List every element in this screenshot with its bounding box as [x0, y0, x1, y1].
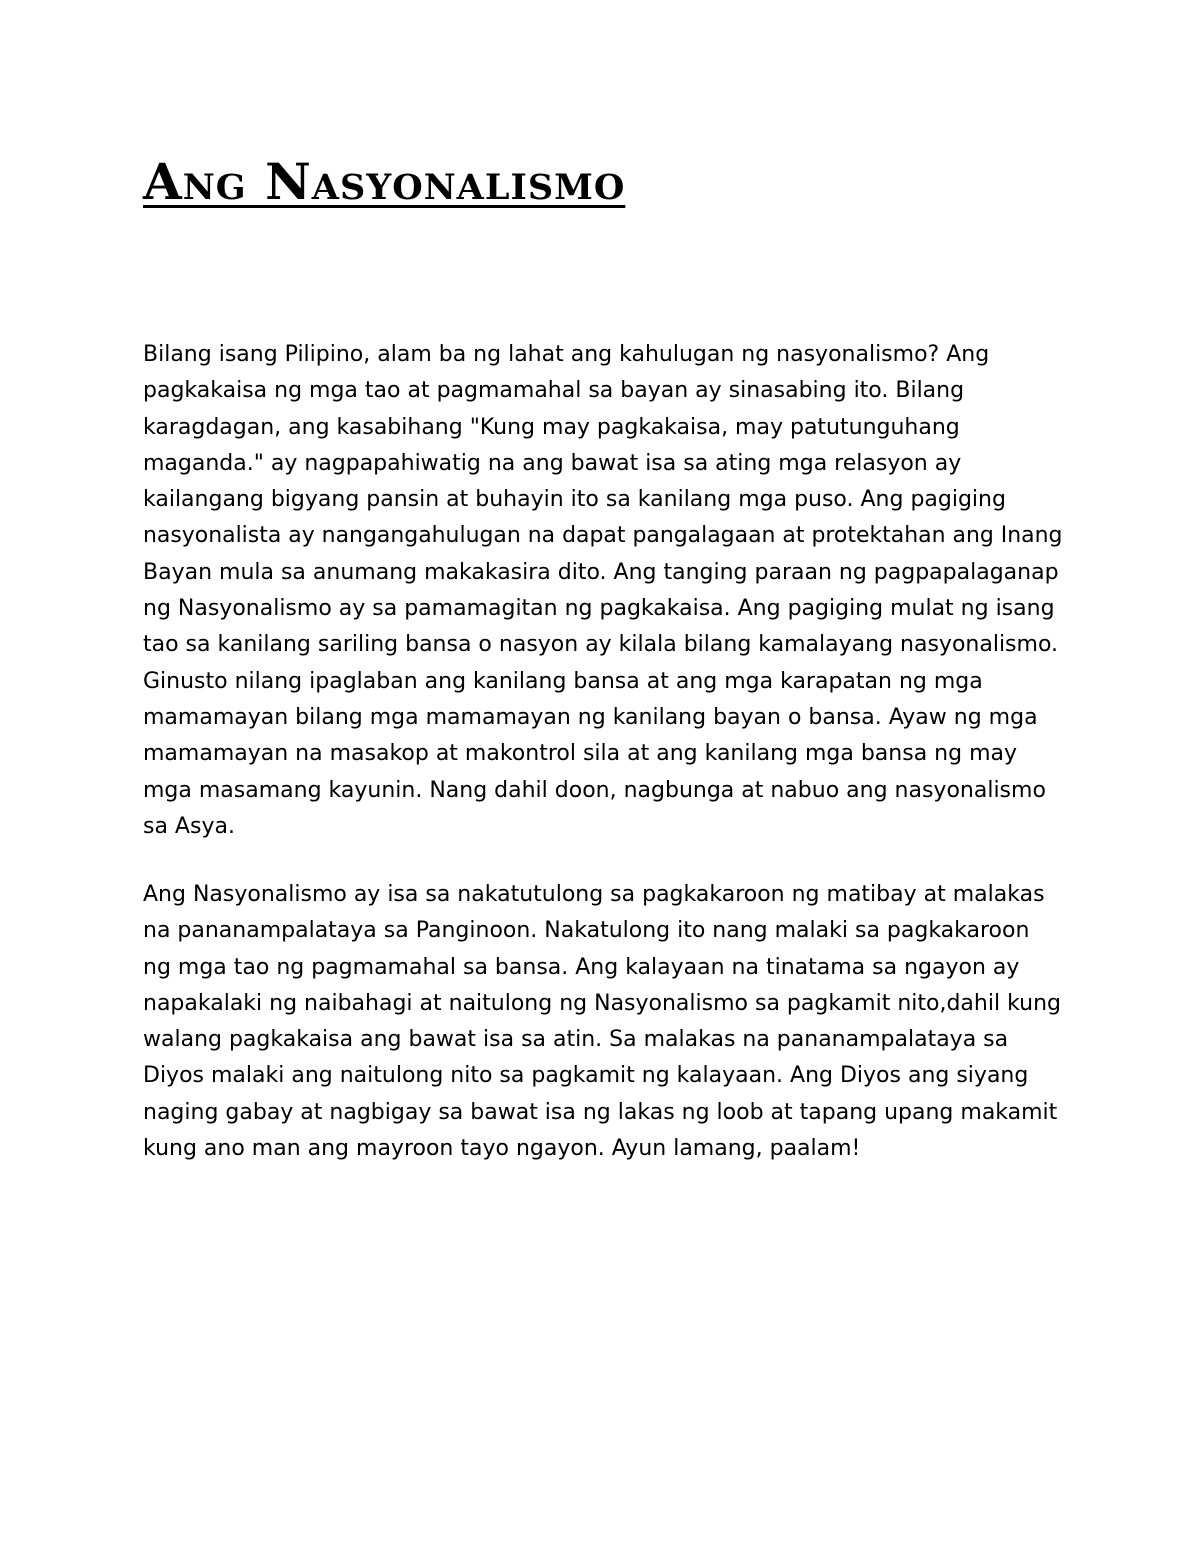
paragraph-line: Ginusto nilang ipaglaban ang kanilang bansa at ang mga karapatan ng mga: [143, 668, 983, 694]
paragraph-line: naging gabay at nagbigay sa bawat isa ng lakas ng loob at tapang upang makamit: [143, 1099, 1058, 1125]
paragraph-line: ng mga tao ng pagmamahal sa bansa. Ang kalayaan na tinatama sa ngayon ay: [143, 954, 1020, 980]
paragraph-line: Bilang isang Pilipino, alam ba ng lahat ang kahulugan ng nasyonalismo? Ang: [143, 342, 990, 367]
paragraph-line: napakalaki ng naibahagi at naitulong ng Nasyonalismo sa pagkamit nito,dahil kung: [143, 990, 1061, 1016]
paragraph-line: Diyos malaki ang naitulong nito sa pagkamit ng kalayaan. Ang Diyos ang siyang: [143, 1063, 1029, 1089]
paragraph-line: pagkakaisa ng mga tao at pagmamahal sa bayan ay sinasabing ito. Bilang: [143, 378, 965, 404]
document-title: Ang Nasyonalismo: [143, 152, 626, 211]
paragraph-line: karagdagan, ang kasabihang "Kung may pagkakaisa, may patutunguhang: [143, 414, 960, 440]
paragraph-line: maganda." ay nagpapahiwatig na ang bawat isa sa ating mga relasyon ay: [143, 450, 962, 476]
paragraph-line: na pananampalataya sa Panginoon. Nakatulong ito nang malaki sa pagkakaroon: [143, 918, 1030, 944]
paragraph-line: mga masamang kayunin. Nang dahil doon, nagbunga at nabuo ang nasyonalismo: [143, 777, 1046, 803]
paragraph-line: walang pagkakaisa ang bawat isa sa atin. Sa malakas na pananampalataya sa: [143, 1027, 1009, 1053]
paragraph-line: Ang Nasyonalismo ay isa sa nakatutulong sa pagkakaroon ng matibay at malakas: [143, 882, 1045, 907]
paragraph-line: sa Asya.: [143, 813, 235, 839]
paragraph-line: tao sa kanilang sariling bansa o nasyon ay kilala bilang kamalayang nasyonalismo.: [143, 632, 1059, 658]
paragraph-line: mamamayan na masakop at makontrol sila at ang kanilang mga bansa ng may: [143, 741, 1018, 767]
paragraph-line: kailangang bigyang pansin at buhayin ito sa kanilang mga puso. Ang pagiging: [143, 487, 1006, 513]
paragraph-line: Bayan mula sa anumang makakasira dito. Ang tanging paraan ng pagpapalaganap: [143, 559, 1059, 585]
paragraph-1: [143, 337, 1063, 845]
paragraph-line: mamamayan bilang mga mamamayan ng kanilang bayan o bansa. Ayaw ng mga: [143, 704, 1038, 730]
paragraph-line: ng Nasyonalismo ay sa pamamagitan ng pagkakaisa. Ang pagiging mulat ng isang: [143, 596, 1055, 622]
paragraph-line: kung ano man ang mayroon tayo ngayon. Ayun lamang, paalam!: [143, 1136, 861, 1162]
paragraph-2: [143, 877, 1063, 1167]
paragraph-line: nasyonalista ay nangangahulugan na dapat pangalagaan at protektahan ang Inang: [143, 523, 1063, 549]
